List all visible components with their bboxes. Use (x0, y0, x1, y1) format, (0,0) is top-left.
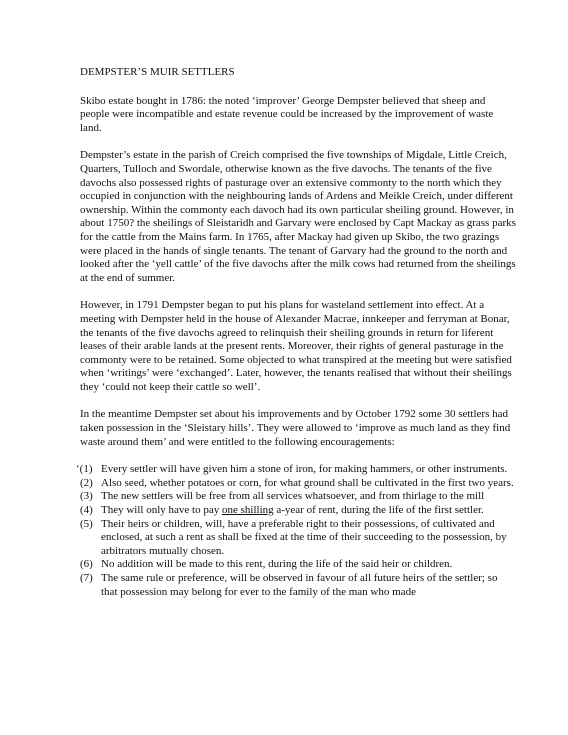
encouragements-list (76, 463, 516, 599)
list-item (80, 518, 516, 559)
list-item-text: No addition will be made to this rent, during the life of the said heir or children. (101, 558, 453, 571)
list-item-text: The new settlers will be free from all services whatsoever, and from thirlage to the mill (101, 490, 485, 503)
list-item (76, 463, 516, 477)
paragraph-1791-settlement: However, in 1791 Dempster began to put his plans for wasteland settlement into effect. At a meeting with Dempster held in the house of Alexander Macrae, innkeeper and ferryman at Bonar, the tenants of the five davochs agreed to relinquish their sheiling grounds in return for liferent leases of their arable lands at the present rents. Moreover, their rights of general pasturage in the commonty were to be retained. Some objected to what transpired at the meeting but were satisfied when ‘writings’ were ‘exchanged’. Later, however, the tenants realised that without their sheilings they ‘could not keep their cattle so well’. (80, 299, 512, 393)
list-item-text: Their heirs or children, will, have a preferable right to their possessions, of cultivated and enclosed, at such a rent as shall be fixed at the time of their succeeding to the possession, by arbitrators mutually chosen. (101, 517, 507, 557)
list-item-number: ‘(1) (76, 463, 93, 476)
underlined-rent-amount: one shilling (221, 504, 274, 517)
list-item (80, 477, 516, 491)
list-item-text: Every settler will have given him a stone of iron, for making hammers, or other instruments. (101, 463, 508, 476)
list-item-number: (5) (80, 517, 93, 530)
list-item-number: (7) (80, 572, 93, 584)
list-item-number: (2) (80, 476, 93, 489)
list-item-number: (4) (80, 504, 93, 517)
list-item (80, 558, 516, 572)
list-item-text-after: a-year of rent, during the life of the first settler. (273, 504, 484, 517)
paragraph-creich-estate: Dempster’s estate in the parish of Creich comprised the five townships of Migdale, Little Creich, Quarters, Tulloch and Swordale, otherwise known as the five davochs. The tenants of the five davochs also possessed rights of pasturage over an extensive commonty to the north which they occupied in conjunction with the neighbouring lands of Ardens and Meikle Creich, under different ownership. Within the commonty each davoch had its own particular sheiling ground. However, in about 1750? the sheilings of Sleistaridh and Garvary were enclosed by Capt Mackay as grass parks for the cattle from the Mains farm. In 1765, after Mackay had given up Skibo, the two grazings were placed in the hands of single tenants. The tenant of Garvary had the ground to the north and looked after the ‘yell cattle’ of the five davochs after the milk cows had returned from the sheilings at the end of summer. (80, 149, 516, 284)
list-item-text-before: They will only have to pay (101, 504, 222, 517)
list-item (80, 504, 516, 518)
page-title: DEMPSTER’S MUIR SETTLERS (80, 66, 235, 78)
list-item-number: (3) (80, 490, 93, 503)
list-item (80, 490, 516, 504)
list-item-text: Also seed, whether potatoes or corn, for what ground shall be cultivated in the first two years. (101, 476, 514, 489)
list-item-text: The same rule or preference, will be observed in favour of all future heirs of the settler; so that possession may belong for ever to the family of the man who made (101, 572, 498, 598)
document-body (76, 66, 516, 599)
list-item-number: (6) (80, 558, 93, 571)
list-item (80, 572, 516, 599)
paragraph-skibo-estate: Skibo estate bought in 1786: the noted ‘improver’ George Dempster believed that sheep and people were incompatible and estate revenue could be increased by the improvement of waste land. (80, 94, 494, 134)
paragraph-settlers-1792: In the meantime Dempster set about his improvements and by October 1792 some 30 settlers had taken possession in the ‘Sleistary hills’. They were allowed to ‘improve as much land as they find waste around them’ and were entitled to the following encouragements: (80, 408, 511, 448)
